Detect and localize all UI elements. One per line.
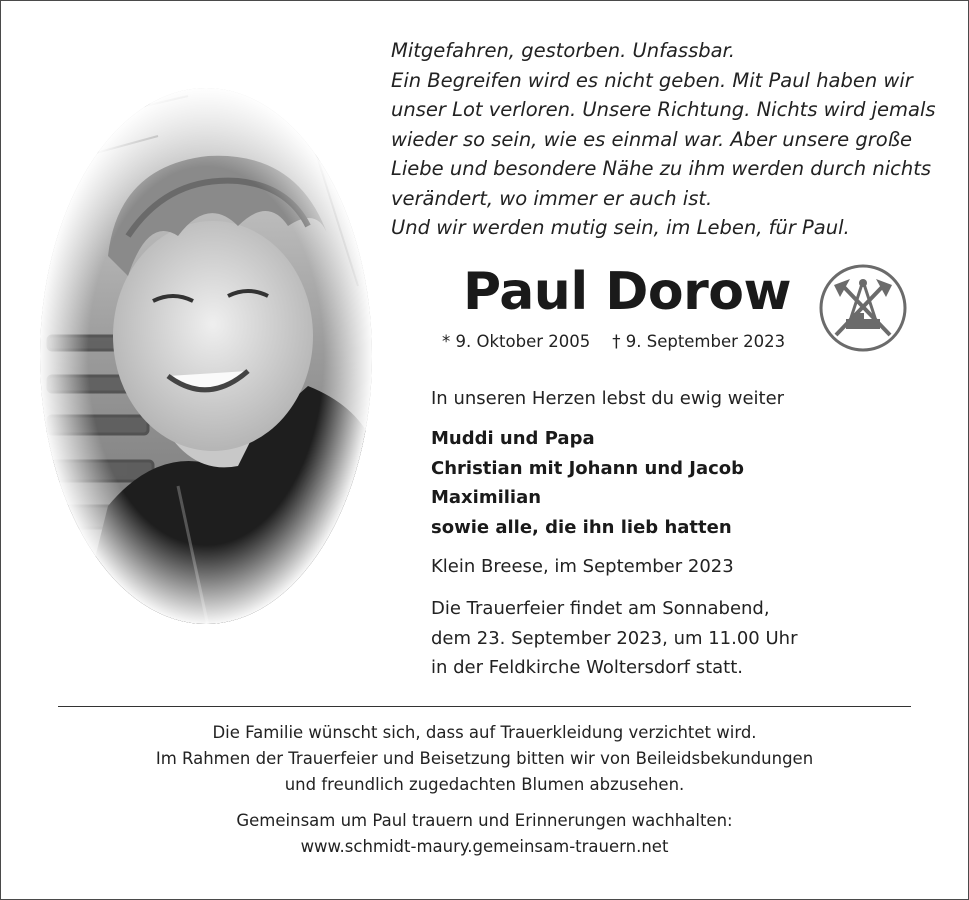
place-date: Klein Breese, im September 2023 <box>431 556 734 577</box>
poem-line: Mitgefahren, gestorben. Unfassbar. <box>391 39 735 62</box>
birth-date: * 9. Oktober 2005 <box>442 332 591 351</box>
life-dates <box>442 332 785 351</box>
poem-line: verändert, wo immer er auch ist. <box>391 186 713 210</box>
funeral-line: dem 23. September 2023, um 11.00 Uhr <box>431 627 798 649</box>
portrait-photo-icon <box>38 86 374 626</box>
mourners-list <box>431 424 744 542</box>
mourner-line: Muddi und Papa <box>431 428 595 449</box>
mourner-line: Christian mit Johann und Jacob <box>431 457 745 479</box>
divider <box>58 706 911 707</box>
memorial-poem <box>391 36 951 243</box>
closing-line: Gemeinsam um Paul trauern und Erinnerungen wachhalten: <box>236 811 733 830</box>
poem-line: Und wir werden mutig sein, im Leben, für Paul. <box>391 216 850 239</box>
poem-line: unser Lot verloren. Unsere Richtung. Nichts wird jemals <box>391 98 936 121</box>
notice-line: Die Familie wünscht sich, dass auf Trauerkleidung verzichtet wird. <box>212 723 757 742</box>
notice-line: und freundlich zugedachten Blumen abzusehen. <box>284 775 685 794</box>
funeral-line: Die Trauerfeier findet am Sonnabend, <box>431 598 770 619</box>
closing-notice <box>0 808 969 860</box>
mourner-line: Maximilian <box>431 487 542 508</box>
guild-emblem <box>818 263 908 353</box>
memorial-website-link[interactable]: www.schmidt-maury.gemeinsam-trauern.net <box>300 837 669 856</box>
portrait-photo <box>38 86 374 626</box>
heart-line: In unseren Herzen lebst du ewig weiter <box>431 388 785 409</box>
funeral-line: in der Feldkirche Woltersdorf statt. <box>431 657 744 678</box>
poem-line: wieder so sein, wie es einmal war. Aber unsere große <box>391 127 912 151</box>
poem-line: Ein Begreifen wird es nicht geben. Mit Paul haben wir <box>391 68 913 92</box>
poem-line: Liebe und besondere Nähe zu ihm werden durch nichts <box>391 157 932 180</box>
carpenter-guild-emblem-icon <box>818 263 908 353</box>
funeral-info <box>431 594 797 683</box>
notice-line: Im Rahmen der Trauerfeier und Beisetzung bitten wir von Beileidsbekundungen <box>155 749 814 768</box>
deceased-name: Paul Dorow <box>463 262 792 322</box>
family-notice <box>0 720 969 798</box>
mourner-line: sowie alle, die ihn lieb hatten <box>431 516 732 538</box>
death-date: † 9. September 2023 <box>612 332 786 351</box>
